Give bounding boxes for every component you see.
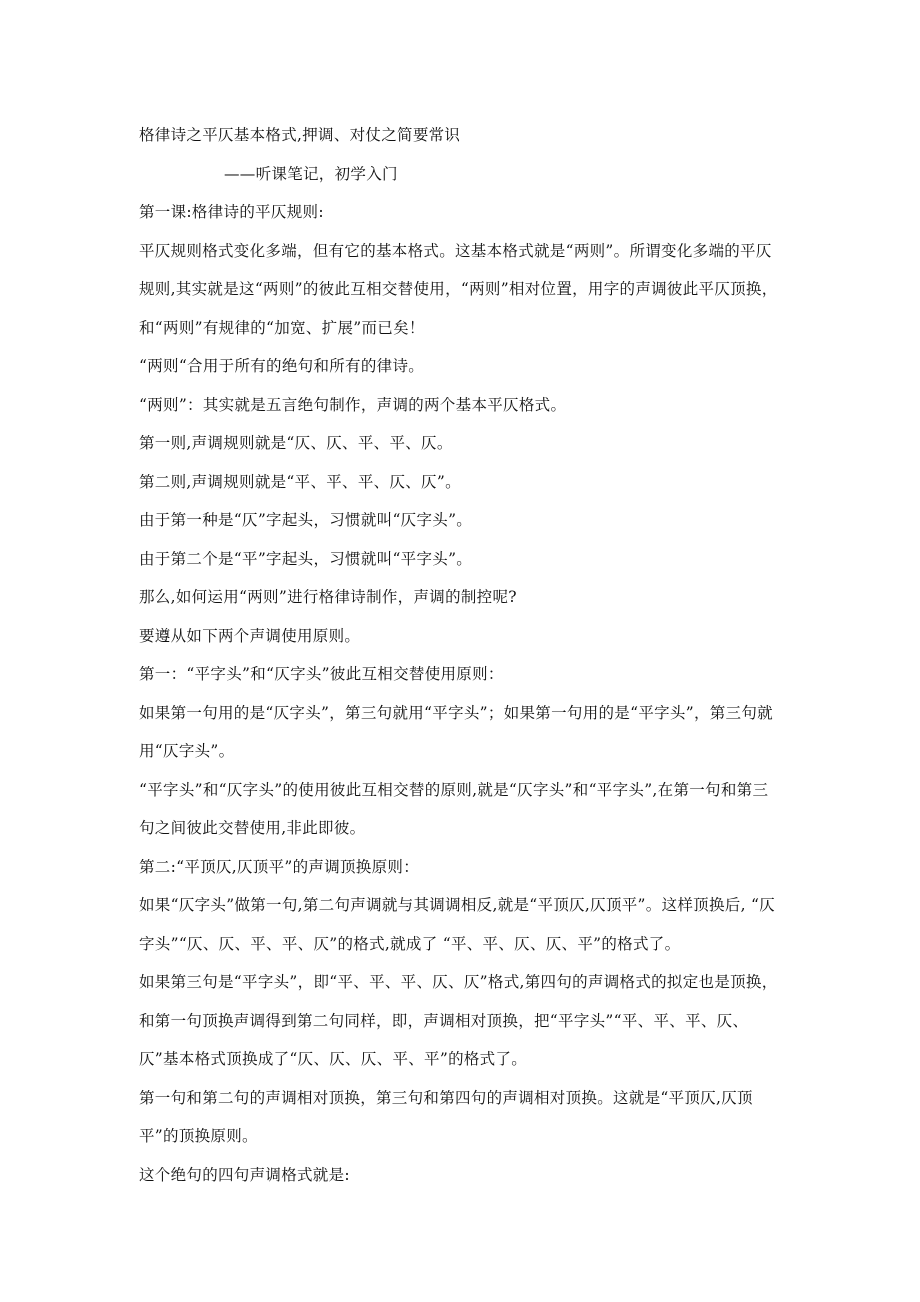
document-subtitle: ——听课笔记，初学入门 <box>224 164 398 183</box>
principle-two-heading: 第二:“平顶仄,仄顶平”的声调顶换原则： <box>139 857 419 876</box>
paragraph-rule-one: 第一则,声调规则就是“仄、仄、平、平、仄。 <box>139 434 453 452</box>
paragraph-principle-two-third-line: 如果第三句是“平字头”，即“平、平、平、仄、仄”格式,第四句的声调格式的拟定也是顶换，和第一句顶换声调得到第二句同样，即，声调相对顶换，把“平字头”“平、平、平、仄、仄”基本格式顶换成了“仄、仄、仄、平、平”的格式了。 <box>139 973 778 1068</box>
paragraph-principle-two-summary: 第一句和第二句的声调相对顶换，第三句和第四句的声调相对顶换。这就是“平顶仄,仄顶平”的顶换原则。 <box>139 1088 753 1145</box>
paragraph-question: 那么,如何运用“两则”进行格律诗制作，声调的制控呢? <box>139 588 517 606</box>
lesson-heading: 第一课:格律诗的平仄规则: <box>139 203 324 221</box>
paragraph-principles-intro: 要遵从如下两个声调使用原则。 <box>139 626 361 645</box>
paragraph-quatrain-format: 这个绝句的四句声调格式就是: <box>139 1165 350 1184</box>
paragraph-principle-one-summary: “平字头”和“仄字头”的使用彼此互相交替的原则,就是“仄字头”和“平字头”,在第一句和第三句之间彼此交替使用,非此即彼。 <box>139 780 769 837</box>
paragraph-two-rules-definition: “两则”：其实就是五言绝句制作，声调的两个基本平仄格式。 <box>139 395 567 414</box>
document-title: 格律诗之平仄基本格式,押调、对仗之简要常识 <box>139 126 461 144</box>
paragraph-rule-two: 第二则,声调规则就是“平、平、平、仄、仄”。 <box>139 472 461 491</box>
paragraph-ping-head: 由于第二个是“平”字起头，习惯就叫“平字头”。 <box>139 549 473 568</box>
paragraph-principle-one-detail: 如果第一句用的是“仄字头”，第三句就用“平字头”；如果第一句用的是“平字头”，第三句就用“仄字头”。 <box>139 703 773 760</box>
document-page <box>139 116 784 1194</box>
paragraph-principle-two-detail: 如果“仄字头”做第一句,第二句声调就与其调调相反,就是“平顶仄,仄顶平”。这样顶换后, “仄字头”“仄、仄、平、平、仄”的格式,就成了 “平、平、仄、仄、平”的格式了。 <box>139 896 776 953</box>
principle-one-heading: 第一：“平字头”和“仄字头”彼此互相交替使用原则： <box>139 665 504 683</box>
paragraph-intro: 平仄规则格式变化多端，但有它的基本格式。这基本格式就是“两则”。所谓变化多端的平仄规则,其实就是这“两则”的彼此互相交替使用，“两则”相对位置，用字的声调彼此平仄顶换，和“两则”有规律的“加宽、扩展”而已矣！ <box>139 241 778 337</box>
paragraph-ze-head: 由于第一种是“仄”字起头，习惯就叫“仄字头”。 <box>139 511 473 529</box>
paragraph-two-rules-scope: “两则“合用于所有的绝句和所有的律诗。 <box>139 357 425 375</box>
